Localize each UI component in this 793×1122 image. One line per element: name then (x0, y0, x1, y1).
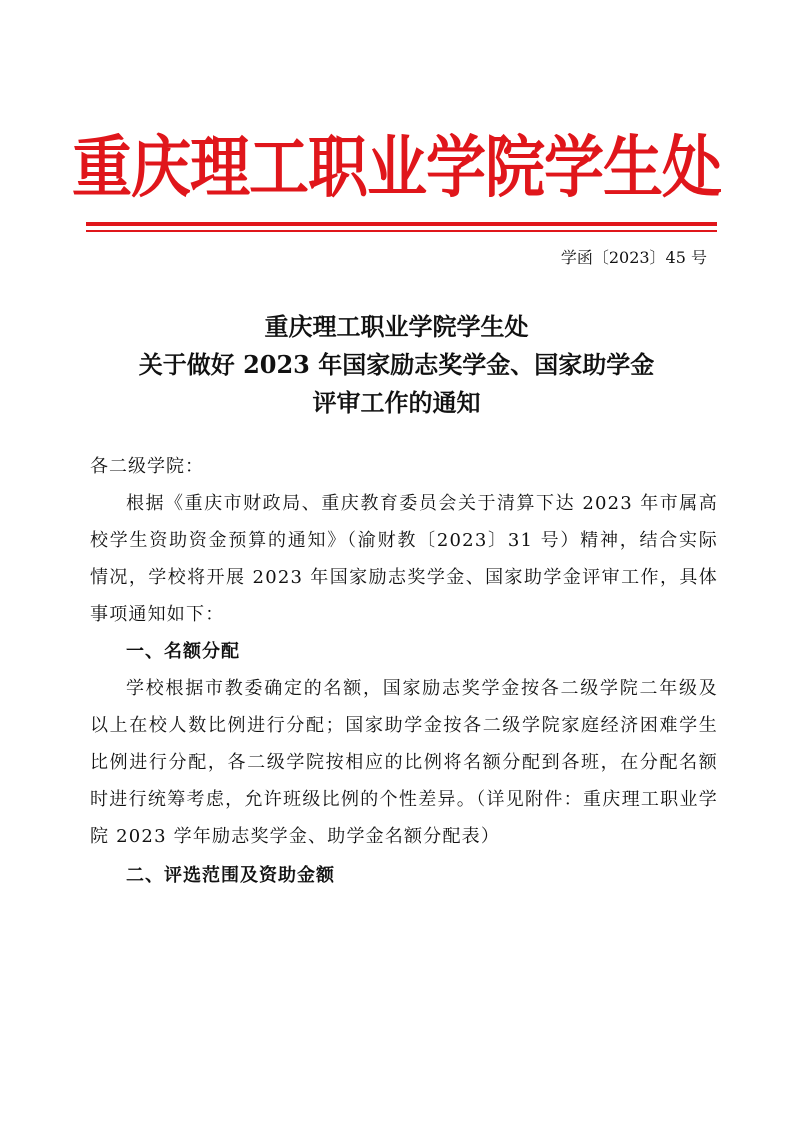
salutation: 各二级学院： (90, 456, 204, 477)
letterhead-rule-thin (86, 230, 717, 232)
section-paragraph-1: 学校根据市教委确定的名额，国家励志奖学金按各二级学院二年级及以上在校人数比例进行分配；国家助学金按各二级学院家庭经济困难学生比例进行分配，各二级学院按相应的比例将名额分配到各班，在分配名额时进行统筹考虑，允许班级比例的个性差异。（详见附件：重庆理工职业学院 2023 学年励志奖学金、助学金名额分配表） (90, 678, 718, 847)
document-body (90, 448, 718, 894)
section-heading-2: 二、评选范围及资助金额 (126, 865, 335, 886)
title-line-3: 评审工作的通知 (312, 388, 481, 417)
letterhead-title: 重庆理工职业学院学生处 (72, 128, 721, 208)
section-heading-1: 一、名额分配 (126, 641, 240, 662)
title-line-2: 关于做好 2023 年国家励志奖学金、国家助学金 (138, 350, 655, 379)
document-title (0, 308, 793, 422)
document-number: 学函〔2023〕45 号 (560, 248, 707, 267)
letterhead-rule-thick (86, 222, 717, 226)
intro-paragraph: 根据《重庆市财政局、重庆教育委员会关于清算下达 2023 年市属高校学生资助资金预算的通知》（渝财教〔2023〕31 号）精神，结合实际情况，学校将开展 2023 年国家励志奖学金、国家助学金评审工作，具体事项通知如下： (90, 493, 718, 625)
title-line-1: 重庆理工职业学院学生处 (264, 312, 529, 341)
